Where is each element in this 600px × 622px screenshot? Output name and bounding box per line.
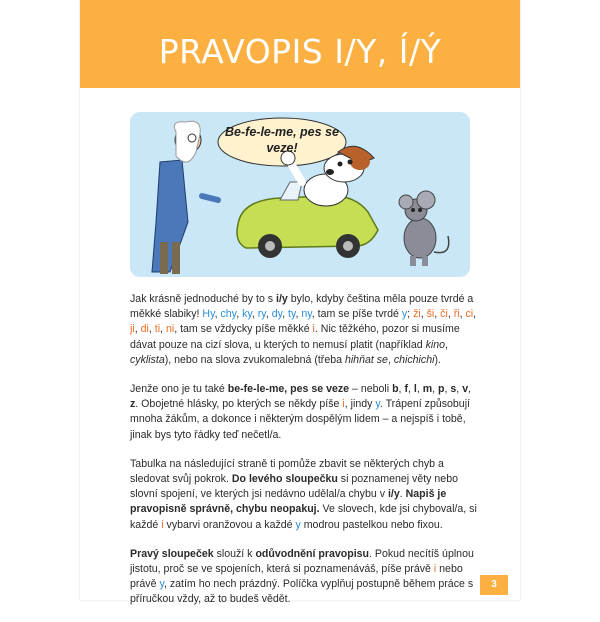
text-segment: i <box>161 518 164 531</box>
page-title: PRAVOPIS I/Y, Í/Ý <box>158 32 442 71</box>
text-segment: , jindy <box>344 398 376 411</box>
text-segment: l <box>413 383 417 396</box>
text-segment: s <box>450 383 457 396</box>
text-segment: , <box>416 383 423 396</box>
text-segment: , tam se píše tvrdé <box>311 308 402 321</box>
text-segment: , <box>387 353 394 366</box>
text-segment: , zatím ho nech prázdný. Políčka vyplňuj postupně během práce s příručkou vždy, až to budeš vědět. <box>130 578 474 606</box>
text-segment: Do levého sloupečku <box>231 473 338 486</box>
text-segment: ti <box>154 323 161 336</box>
text-segment: y <box>401 308 408 321</box>
paragraph-4 <box>130 547 480 608</box>
text-segment: b <box>392 383 399 396</box>
text-segment: ty <box>288 308 296 321</box>
text-segment: p <box>438 383 445 396</box>
text-segment: bylo, kdyby čeština měla pouze tvrdé a měkké slabiky! <box>130 293 474 321</box>
text-segment: dy <box>271 308 283 321</box>
text-segment: . Nic těžkého, pozor si musíme dávat pouze na cizí slova, u kterých to nemusí platit (například <box>130 323 460 351</box>
text-segment: ci <box>465 308 474 321</box>
text-segment: i <box>433 563 437 576</box>
text-segment: y <box>375 398 380 411</box>
text-segment: , <box>468 383 472 396</box>
text-segment: ny <box>301 308 312 321</box>
text-segment: cyklista <box>130 353 165 366</box>
old-man-figure <box>152 121 218 274</box>
text-segment: , <box>432 383 439 396</box>
text-segment: hihňat se <box>344 353 388 366</box>
text-segment: ni <box>165 323 175 336</box>
text-segment: , <box>456 383 463 396</box>
text-segment: be-fe-le-me, pes se veze <box>227 383 350 396</box>
text-segment: z <box>130 398 136 411</box>
text-segment: , <box>407 383 414 396</box>
text-segment: – neboli <box>349 383 393 396</box>
text-segment: ji <box>130 323 135 336</box>
text-segment: i <box>312 323 315 336</box>
text-segment: kino <box>425 338 446 351</box>
text-segment: ři <box>453 308 460 321</box>
text-segment: odůvodnění pravopisu <box>255 547 370 560</box>
text-segment: Jenže ono je tu také <box>130 383 228 396</box>
text-segment: ži <box>413 308 421 321</box>
text-segment: y <box>159 578 164 591</box>
text-segment: , <box>445 338 448 351</box>
text-segment: Ve slovech, kde jsi chyboval/a, si každé <box>130 503 477 531</box>
text-segment: ky <box>242 308 252 321</box>
text-segment: i/y <box>276 293 288 305</box>
paragraph-2 <box>130 382 480 443</box>
text-segment: chy <box>220 308 237 321</box>
text-segment: . Pokud necítíš úplnou jistotu, proč se ve spojeních, která si poznamenáváš, píše právě <box>130 547 474 576</box>
page <box>80 0 520 606</box>
text-segment: či <box>440 308 448 321</box>
text-segment: Hy <box>202 308 215 321</box>
text-segment: ši <box>426 308 435 321</box>
text-segment: ry <box>257 308 266 321</box>
text-segment: si poznamenej věty nebo slovní spojení, ve kterých jsi nedávno udělal/a chybu v <box>130 473 458 501</box>
paragraph-3 <box>130 457 480 533</box>
body-text <box>130 292 480 622</box>
text-segment: Pravý sloupeček <box>130 547 214 560</box>
illustration <box>130 112 470 277</box>
text-segment: Napiš je pravopisně správně, chybu neopakuj. <box>130 488 447 516</box>
speech-bubble-text: Be-fe-le-me, pes se veze! <box>225 125 339 155</box>
text-segment: . Obojetné hlásky, po kterých se někdy píše <box>135 398 343 411</box>
text-segment: m <box>422 383 433 396</box>
text-segment: nebo právě <box>130 563 463 591</box>
text-segment: i <box>342 398 345 411</box>
text-segment: , tam se vždycky píše měkké <box>174 323 313 336</box>
mouse-figure <box>399 191 449 266</box>
text-segment: di <box>140 323 149 336</box>
text-segment: vybarvi oranžovou a každé <box>163 518 296 531</box>
paragraph-1: Jak krásně jednoduché by to s i/y bylo, kdyby čeština měla pouze tvrdé a měkké slabiky! Hy, chy, ky, ry, dy, ty, ny, tam se píše tvrdé y; ži, ši, či, ři, ci, ji, di, ti, ni, tam se vždycky píše měkké i. Nic těžkého, pozor si musíme dávat pouze na cizí slova, u kterých to nemusí platit (například kino, cyklista), nebo na slova zvukomalebná (třeba hihňat se, chichichi). <box>130 293 477 366</box>
text-segment: ). <box>434 353 441 366</box>
text-segment: Jak krásně jednoduché by to s <box>130 293 277 305</box>
text-segment: y <box>295 518 301 531</box>
page-number-badge: 3 <box>480 575 508 595</box>
text-segment: i/y <box>387 488 400 501</box>
text-segment: v <box>462 383 469 396</box>
text-segment: chichichi <box>393 353 435 366</box>
text-segment: slouží k <box>213 547 256 560</box>
text-segment: ), nebo na slova zvukomalebná (třeba <box>164 353 345 366</box>
text-segment: ; <box>407 308 414 321</box>
text-segment: . <box>399 488 406 501</box>
text-segment: , <box>444 383 451 396</box>
text-segment: . Trápení způsobují mnoha žákům, a dokonce i některým dospělým lidem – a nejspíš i tobě, jinak bys tyto řádky teď nečetl/a. <box>130 398 470 441</box>
text-segment: , <box>398 383 405 396</box>
header-band <box>80 0 520 88</box>
text-segment: f <box>404 383 408 396</box>
text-segment: Tabulka na následující straně ti pomůže zbavit se některých chyb a sledovat svůj pokrok. <box>130 457 444 486</box>
text-segment: modrou pastelkou nebo fixou. <box>300 518 443 531</box>
